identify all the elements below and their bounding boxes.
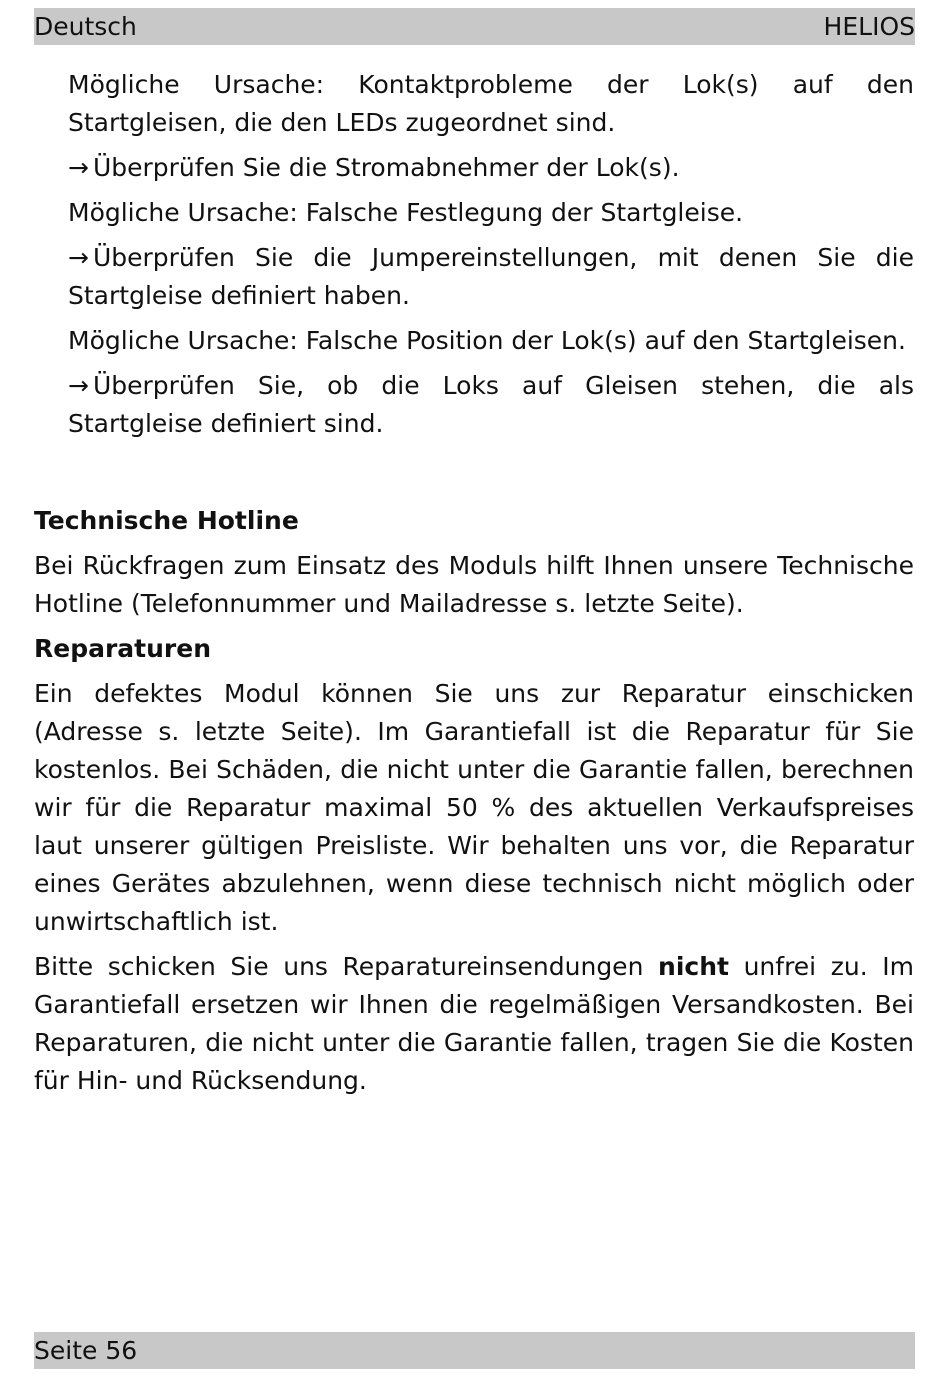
section-spacer [34,450,914,502]
repairs-heading: Reparaturen [34,634,212,663]
fix-text: Überprüfen Sie, ob die Loks auf Gleisen stehen, die als Startgleise definiert sind. [68,371,914,438]
header-product: HELIOS [823,12,915,41]
page-content [34,66,914,1107]
page-header [34,8,915,45]
hotline-paragraph: Bei Rückfragen zum Einsatz des Moduls hilft Ihnen unsere Technische Hotline (Telefonnummer und Mailadresse s. letzte Seite). [34,551,914,618]
fix-text: Überprüfen Sie die Stromabnehmer der Lok(s). [92,153,680,182]
shipping-text-start: Bitte schicken Sie uns Reparatureinsendungen [34,952,644,981]
shipping-paragraph [34,948,914,1100]
cause-paragraph: Mögliche Ursache: Kontaktprobleme der Lok(s) auf den Startgleisen, die den LEDs zugeordnet sind. [68,70,914,137]
hotline-heading: Technische Hotline [34,506,299,535]
troubleshooting-section [34,66,914,443]
fix-paragraph [68,239,914,315]
arrow-right-icon: → [68,243,89,272]
arrow-right-icon: → [68,371,89,400]
fix-text: Überprüfen Sie die Jumpereinstellungen, mit denen Sie die Startgleise definiert haben. [68,243,914,310]
shipping-emphasis: nicht [658,952,729,981]
page-footer [34,1332,915,1369]
cause-paragraph: Mögliche Ursache: Falsche Festlegung der Startgleise. [68,198,744,227]
arrow-right-icon: → [68,153,89,182]
fix-paragraph [68,149,914,187]
shipping-text-end: unfrei zu. Im Garantiefall ersetzen wir Ihnen die regelmäßigen Versandkosten. Bei Reparaturen, die nicht unter die Garantie fallen, tragen Sie die Kosten für Hin- und Rücksendung. [34,952,914,1095]
repairs-paragraph: Ein defektes Modul können Sie uns zur Reparatur einschicken (Adresse s. letzte Seite). Im Garantiefall ist die Reparatur für Sie kostenlos. Bei Schäden, die nicht unter die Garantie fallen, berechnen wir für die Reparatur maximal 50 % des aktuellen Verkaufspreises laut unserer gültigen Preisliste. Wir behalten uns vor, die Reparatur eines Gerätes abzulehnen, wenn diese technisch nicht möglich oder unwirtschaftlich ist. [34,679,914,936]
fix-paragraph [68,367,914,443]
cause-paragraph: Mögliche Ursache: Falsche Position der Lok(s) auf den Startgleisen. [68,326,906,355]
header-language: Deutsch [34,12,137,41]
page-number: Seite 56 [34,1336,138,1365]
